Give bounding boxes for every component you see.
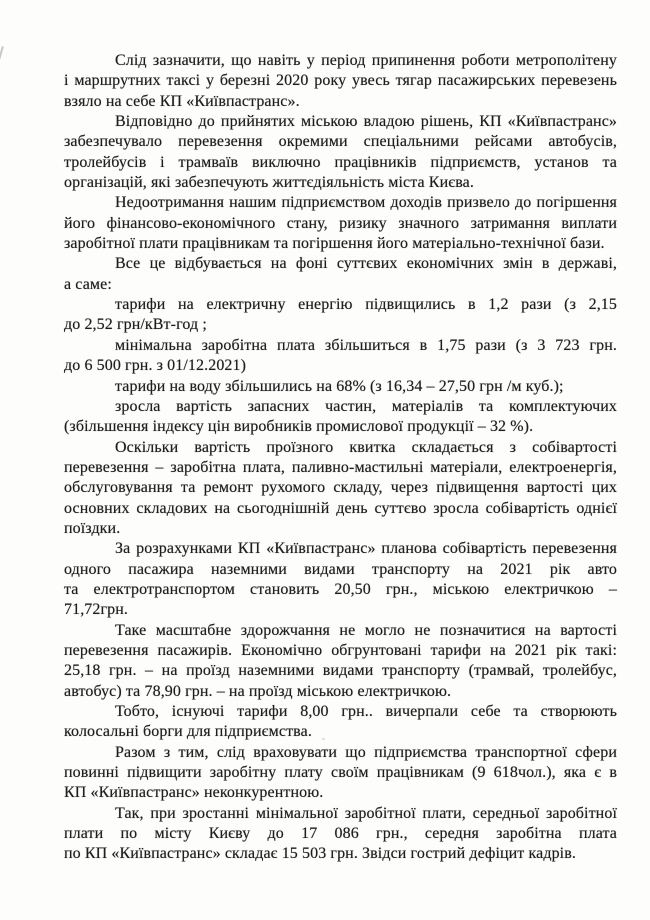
- paragraph: [64, 377, 617, 397]
- scan-speck: [540, 646, 542, 648]
- text-line: Оскільки вартість проїзного квитка складається з собівартості: [115, 438, 617, 456]
- text-line: 25,18 грн. – на проїзд наземними видами транспорту (трамвай, тролейбус,: [64, 662, 617, 680]
- text-line: автобус) та 78,90 грн. – на проїзд міською електричкою.: [64, 682, 452, 700]
- paragraph: [64, 804, 617, 865]
- text-line: його фінансово-економічного стану, ризику значного затримання виплати: [64, 214, 617, 232]
- paragraph: [64, 112, 617, 193]
- text-line: тарифи на електричну енергію підвищились в 1,2 рази (з 2,15: [115, 296, 617, 314]
- text-line: а саме:: [64, 275, 112, 293]
- text-line: до 6 500 грн. з 01/12.2021): [64, 357, 247, 375]
- paragraph: [64, 295, 617, 336]
- text-line: Відповідно до прийнятих міською владою рішень, КП «Київпастранс»: [115, 113, 617, 131]
- paragraph: [64, 51, 617, 112]
- text-line: зросла вартість запасних частин, матеріалів та комплектуючих: [115, 397, 617, 415]
- text-line: плати по місту Києву до 17 086 грн., середня заробітна плата: [64, 825, 617, 843]
- text-line: колосальні борги для підприємства.: [64, 723, 312, 741]
- text-line: заробітної плати працівникам та погіршення його матеріально-технічної бази.: [64, 235, 605, 253]
- paragraph: [64, 397, 617, 438]
- scan-edge-artifact: [0, 46, 4, 60]
- text-line: перевезення пасажирів. Економічно обгрунтовані тарифи на 2021 рік такі:: [64, 641, 617, 659]
- text-line: Тобто, існуючі тарифи 8,00 грн.. вичерпали себе та створюють: [115, 703, 617, 720]
- text-line: 71,72грн.: [64, 601, 129, 619]
- text-line: За розрахунками КП «Київпастранс» планова собівартість перевезення: [115, 540, 617, 558]
- text-line: тролейбусів і трамваїв виключно працівників підприємств, установ та: [64, 153, 617, 171]
- text-line: одного пасажира наземними видами транспорту на 2021 рік авто: [64, 560, 617, 578]
- text-line: Слід зазначити, що навіть у період припинення роботи метрополітену: [115, 52, 617, 69]
- text-line: перевезення – заробітна плата, паливно-мастильні матеріали, електроенергія,: [64, 458, 617, 476]
- text-line: Таке масштабне здорожчання не могло не позначитися на вартості: [115, 621, 617, 639]
- text-line: обслуговування та ремонт рухомого складу, через підвищення вартості цих: [64, 479, 617, 497]
- text-line: мінімальна заробітна плата збільшиться в 1,75 рази (з 3 723 грн.: [115, 336, 617, 354]
- text-line: по КП «Київпастранс» складає 15 503 грн. Звідси гострий дефіцит кадрів.: [64, 845, 576, 863]
- paragraph: [64, 743, 617, 804]
- text-line: основних складових на сьогоднішній день суттєво зросла собівартість однієї: [64, 499, 617, 517]
- text-line: (збільшення індексу цін виробників промислової продукції – 32 %).: [64, 418, 534, 436]
- paragraph: [64, 438, 617, 540]
- scan-speck: [322, 738, 325, 740]
- text-line: забезпечувало перевезення окремими спеціальними рейсами автобусів,: [64, 133, 617, 151]
- text-line: КП «Київпастранс» неконкурентною.: [64, 784, 324, 802]
- text-line: Все це відбувається на фоні суттєвих економічних змін в державі,: [115, 255, 617, 273]
- paragraph: [64, 193, 617, 254]
- text-line: організацій, які забезпечують життєдіяльність міста Києва.: [64, 174, 474, 192]
- text-line: повинні підвищити заробітну плату своїм працівникам (9 618чол.), яка є в: [64, 764, 617, 782]
- paragraph: [64, 539, 617, 620]
- text-line: та електротранспортом становить 20,50 грн., міською електричкою –: [64, 580, 617, 598]
- paragraph: [64, 254, 617, 295]
- text-line: Разом з тим, слід враховувати що підприємства транспортної сфери: [115, 743, 617, 761]
- text-line: і маршрутних таксі у березні 2020 року увесь тягар пасажирських перевезень: [64, 72, 617, 90]
- paragraph: [64, 702, 617, 743]
- text-line: взяло на себе КП «Київпастранс».: [64, 92, 300, 110]
- text-line: тарифи на воду збільшились на 68% (з 16,34 – 27,50 грн /м куб.);: [115, 377, 564, 395]
- paragraph: [64, 336, 617, 377]
- text-line: поїздки.: [64, 519, 121, 537]
- text-line: Недоотримання нашим підприємством доходів призвело до погіршення: [115, 194, 617, 212]
- paragraph: [64, 621, 617, 702]
- text-line: до 2,52 грн/кВт-год ;: [64, 316, 207, 334]
- document-text-block: [64, 51, 617, 865]
- text-line: Так, при зростанні мінімальної заробітної плати, середньої заробітної: [115, 804, 617, 822]
